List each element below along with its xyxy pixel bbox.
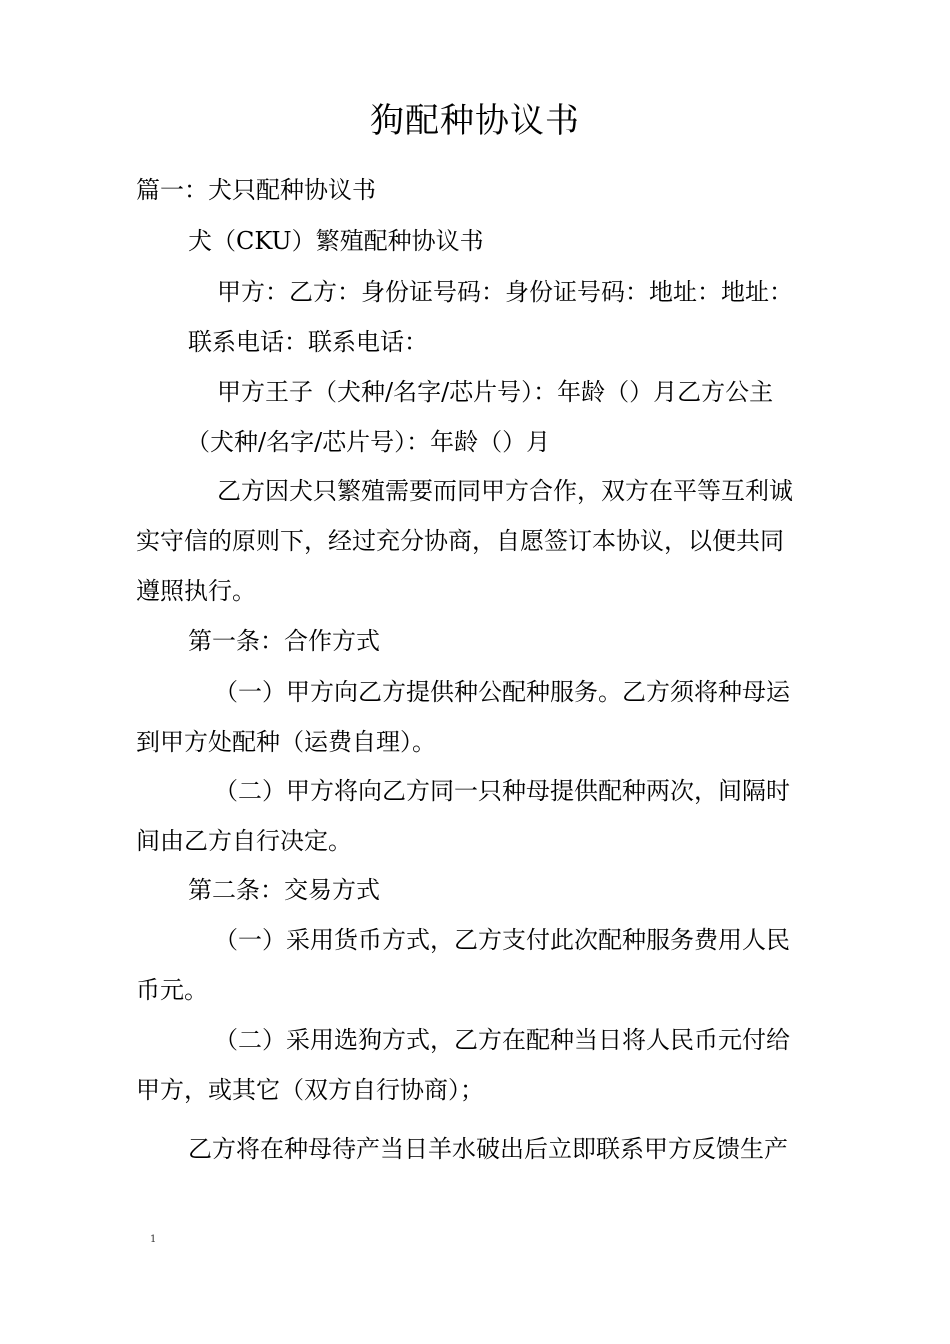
clause-line: （一）采用货币方式，乙方支付此次配种服务费用人民	[214, 926, 790, 954]
clause-line: 甲方，或其它（双方自行协商）；	[136, 1076, 484, 1104]
clause-line: 间由乙方自行决定。	[136, 827, 352, 855]
clause-line: 币元。	[136, 976, 208, 1004]
subtitle-line: 犬（CKU）繁殖配种协议书	[188, 227, 484, 255]
section-heading: 篇一：犬只配种协议书	[136, 176, 376, 204]
clause-line: 到甲方处配种（运费自理）。	[136, 728, 436, 756]
paragraph-line: 遵照执行。	[136, 577, 256, 605]
dog-info-line-continued: （犬种/名字/芯片号）：年龄（）月	[186, 428, 551, 456]
paragraph-line: 实守信的原则下，经过充分协商，自愿签订本协议，以便共同	[136, 527, 784, 555]
clause-line: （一）甲方向乙方提供种公配种服务。乙方须将种母运	[214, 678, 790, 706]
clause-line: （二）甲方将向乙方同一只种母提供配种两次，间隔时	[214, 777, 790, 805]
contact-line: 联系电话：联系电话：	[188, 328, 428, 356]
paragraph-line: 乙方因犬只繁殖需要而同甲方合作，双方在平等互利诚	[217, 477, 793, 505]
dog-info-line: 甲方王子（犬种/名字/芯片号）：年龄（）月乙方公主	[217, 378, 774, 406]
document-title: 狗配种协议书	[370, 101, 580, 141]
paragraph-line: 乙方将在种母待产当日羊水破出后立即联系甲方反馈生产	[188, 1135, 788, 1163]
article-heading: 第二条：交易方式	[188, 876, 380, 904]
party-info-line: 甲方：乙方：身份证号码：身份证号码：地址：地址：	[217, 278, 793, 306]
page-number: 1	[150, 1234, 157, 1245]
article-heading: 第一条：合作方式	[188, 627, 380, 655]
clause-line: （二）采用选狗方式，乙方在配种当日将人民币元付给	[214, 1026, 790, 1054]
